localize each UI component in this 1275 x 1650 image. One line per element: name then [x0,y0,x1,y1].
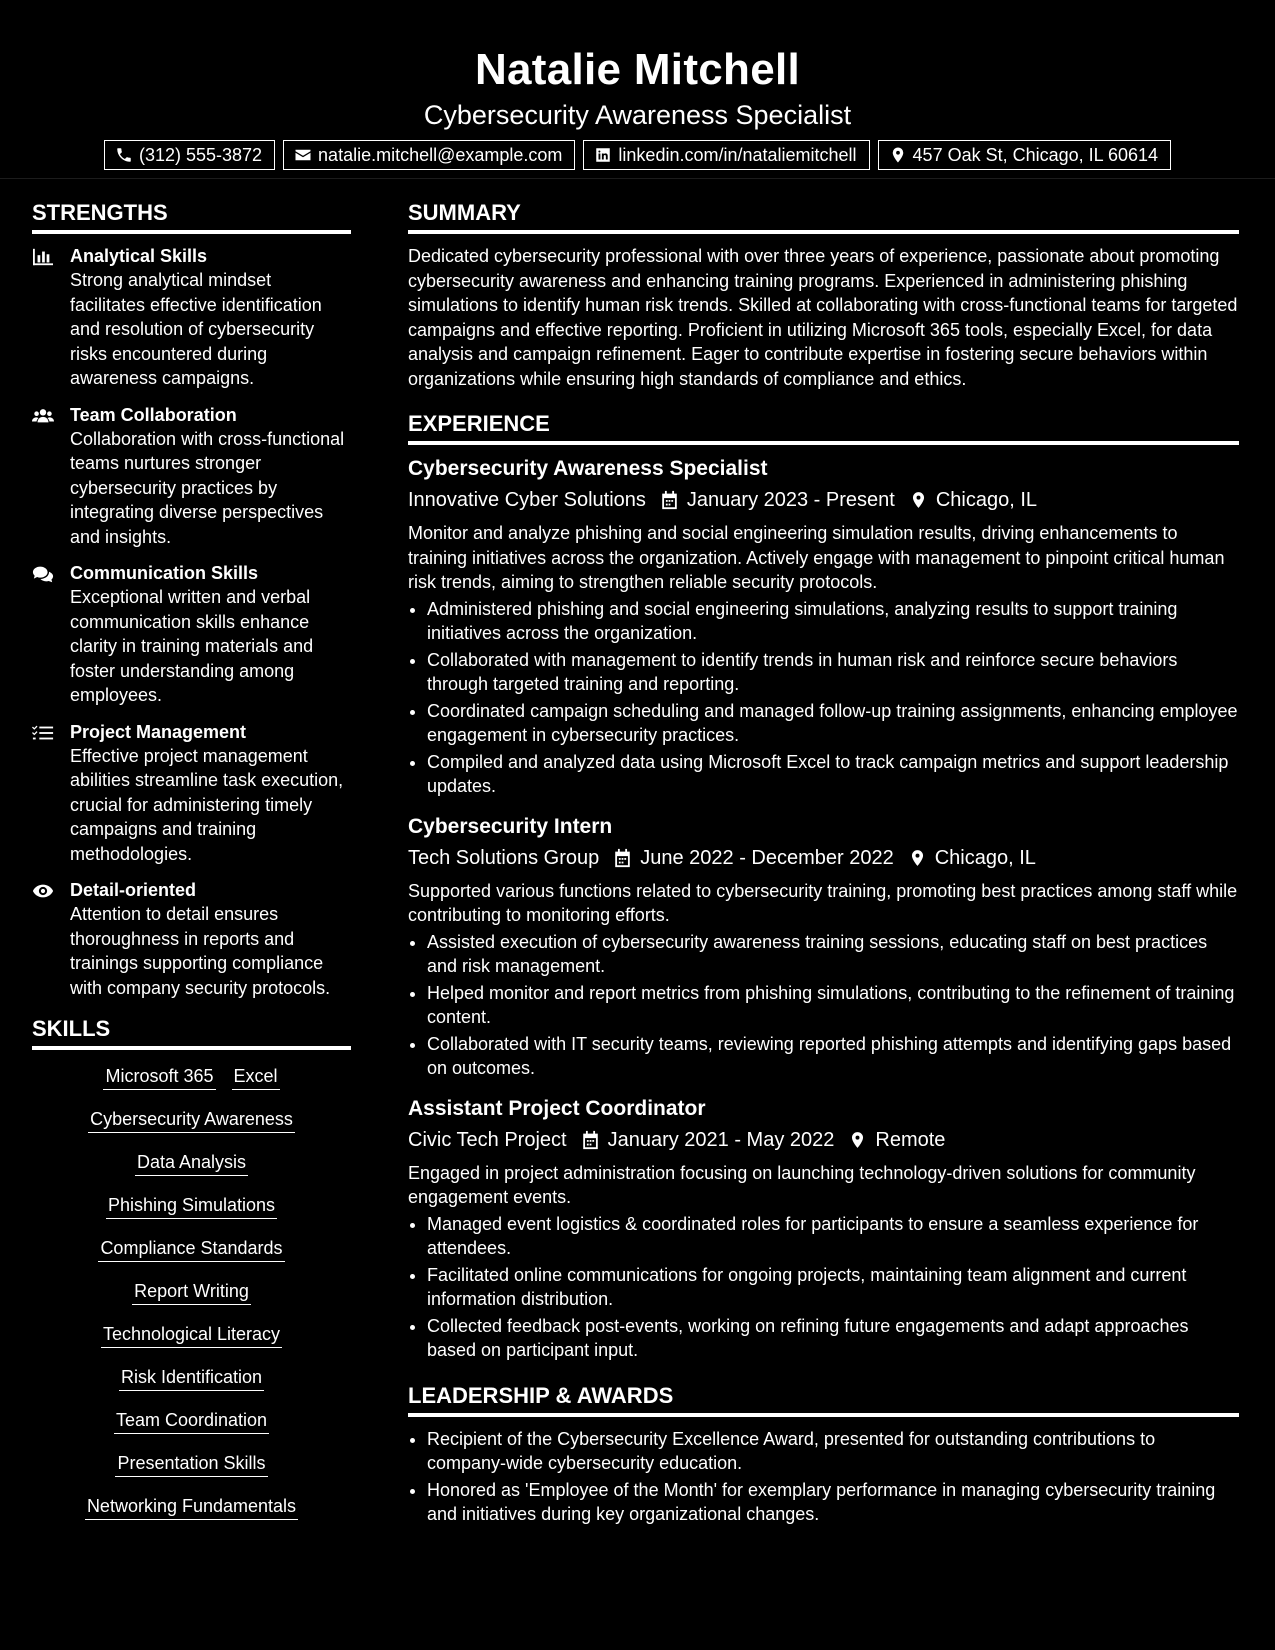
job-location: Chicago, IL [934,846,1036,869]
strength-desc: Effective project management abilities streamline task execution, crucial for administering timely campaigns and training methodologies. [70,745,344,864]
job-dates: June 2022 - December 2022 [640,846,894,869]
job-location: Chicago, IL [935,489,1037,511]
award-item: • Honored as 'Employee of the Month' for exemplary performance in managing cybersecurity training and initiatives during key organizational changes. [427,1478,1239,1527]
skill-tag: Compliance Standards [98,1236,284,1262]
job-company: Innovative Cyber Solutions [408,489,646,511]
job-meta [408,485,1239,515]
job-title: Cybersecurity Intern [408,814,613,838]
phone-icon [115,146,133,164]
awards-list [408,1427,1239,1527]
job-entry [408,1095,1239,1363]
summary-text: Dedicated cybersecurity professional with over three years of experience, passionate about promoting cybersecurity awareness and enhancing training programs. Experienced in administering phishing simulations to identify human risk trends. Skilled at collaborating with cross-functional teams for targeted campaigns and effective reporting. Proficient in utilizing Microsoft 365 tools, especially Excel, for data analysis and campaign refinement. Eager to contribute expertise in fostering secure behaviors within organizations while ensuring high standards of compliance and ethics. [408,246,1238,389]
job-bullet: • Assisted execution of cybersecurity awareness training sessions, educating staff on best practices and risk management. [427,930,1239,979]
right-column [408,198,1239,1529]
task-list-icon [32,723,54,743]
skill-tag: Data Analysis [135,1150,248,1176]
strength-item [32,720,351,867]
map-pin-icon [909,490,928,510]
candidate-name: Natalie Mitchell [474,45,801,94]
job-description: Monitor and analyze phishing and social engineering simulation results, driving enhancements to training initiatives across the organization. Actively engage with management to pinpoint critical human risk trends, aiming to strengthen reliable security protocols. [408,523,1225,592]
calendar-icon [613,848,632,868]
job-company: Civic Tech Project [408,1128,567,1151]
map-pin-icon [848,1130,867,1150]
job-bullets [408,1212,1239,1363]
map-pin-icon [889,146,907,164]
experience-heading: EXPERIENCE [408,409,1239,445]
job-dates: January 2021 - May 2022 [607,1128,835,1151]
strength-desc: Exceptional written and verbal communication skills enhance clarity in training materials and foster understanding among employees. [70,587,314,705]
strength-desc: Attention to detail ensures thoroughness in reports and trainings supporting compliance with company security protocols. [70,904,331,998]
strength-title: Analytical Skills [70,246,208,266]
job-bullet: • Administered phishing and social engineering simulations, analyzing results to support training initiatives across the organization. [427,597,1239,646]
map-pin-icon [908,848,927,868]
users-icon [32,406,54,426]
calendar-icon [581,1130,600,1150]
strengths-heading: STRENGTHS [32,198,351,234]
bar-chart-icon [32,247,54,267]
job-entry [408,813,1239,1081]
job-description: Supported various functions related to cybersecurity training, promoting best practices among staff while contributing to monitoring efforts. [408,880,1238,925]
job-bullet: • Coordinated campaign scheduling and managed follow-up training assignments, enhancing employee engagement in cybersecurity practices. [427,699,1239,748]
job-bullets [408,597,1239,799]
envelope-icon [294,146,312,164]
strength-item [32,244,351,391]
linkedin-icon [594,146,612,164]
job-title: Assistant Project Coordinator [408,1096,706,1120]
skill-tag: Presentation Skills [115,1451,267,1477]
skill-tag: Risk Identification [119,1365,264,1391]
skill-tag: Cybersecurity Awareness [88,1107,295,1133]
strength-item [32,878,351,1000]
strength-desc: Strong analytical mindset facilitates effective identification and resolution of cybersecurity risks encountered during awareness campaigns. [70,270,322,388]
skill-tag: Report Writing [132,1279,251,1305]
chat-bubbles-icon [32,564,54,584]
job-bullets [408,930,1239,1081]
skill-tag: Microsoft 365 [103,1064,215,1090]
strength-title: Communication Skills [70,563,259,583]
resume-header [0,0,1275,170]
header-divider [0,178,1275,179]
job-bullet: • Helped monitor and report metrics from phishing simulations, contributing to the refinement of training content. [427,981,1239,1030]
contact-text: natalie.mitchell@example.com [318,144,563,165]
skills-list [32,1064,351,1520]
strength-desc: Collaboration with cross-functional teams nurtures stronger cybersecurity practices by integrating diverse perspectives and insights. [70,428,345,547]
calendar-icon [660,490,679,510]
contact-text: linkedin.com/in/nataliemitchell [618,144,857,165]
skill-tag: Technological Literacy [101,1322,282,1348]
job-bullet: • Collected feedback post-events, working on refining future engagements and adapt approaches based on participant input. [427,1314,1239,1363]
job-meta [408,1125,1239,1155]
strength-item [32,561,351,708]
summary-heading: SUMMARY [408,198,1239,234]
eye-icon [32,881,54,901]
skill-tag: Phishing Simulations [106,1193,277,1219]
contact-text: 457 Oak St, Chicago, IL 60614 [912,144,1159,165]
job-entry [408,455,1239,799]
contact-text: (312) 555-3872 [138,144,263,165]
skills-heading: SKILLS [32,1014,351,1050]
job-bullet: • Collaborated with IT security teams, reviewing reported phishing attempts and identifying gaps based on outcomes. [427,1032,1239,1081]
job-bullet: • Managed event logistics & coordinated roles for participants to ensure a seamless experience for attendees. [427,1212,1239,1261]
contact-address[interactable] [878,140,1172,170]
job-bullet: • Collaborated with management to identify trends in human risk and reinforce secure behaviors through targeted training and reporting. [427,648,1239,697]
contact-email[interactable] [283,140,575,170]
skill-tag: Networking Fundamentals [85,1494,298,1520]
strength-title: Project Management [70,721,247,742]
contact-phone[interactable] [104,140,275,170]
award-item: • Recipient of the Cybersecurity Excellence Award, presented for outstanding contributions to company-wide cybersecurity education. [427,1427,1239,1476]
job-company: Tech Solutions Group [408,846,600,869]
candidate-role: Cybersecurity Awareness Specialist [423,100,852,130]
skill-tag: Team Coordination [114,1408,269,1434]
job-description: Engaged in project administration focusing on launching technology-driven solutions for community engagement events. [408,1162,1196,1207]
job-title: Cybersecurity Awareness Specialist [408,457,768,480]
strength-item [32,403,351,550]
awards-heading: LEADERSHIP & AWARDS [408,1381,1239,1417]
job-dates: January 2023 - Present [686,489,895,511]
job-bullet: • Compiled and analyzed data using Microsoft Excel to track campaign metrics and support leadership updates. [427,750,1239,799]
job-bullet: • Facilitated online communications for ongoing projects, maintaining team alignment and current information distribution. [427,1263,1239,1312]
job-meta [408,843,1239,873]
left-column [32,198,351,1537]
contact-bar [0,140,1275,170]
skill-tag: Excel [232,1064,280,1090]
strength-title: Detail-oriented [70,880,197,900]
contact-linkedin[interactable] [583,140,869,170]
strength-title: Team Collaboration [70,404,237,425]
job-location: Remote [875,1128,946,1151]
